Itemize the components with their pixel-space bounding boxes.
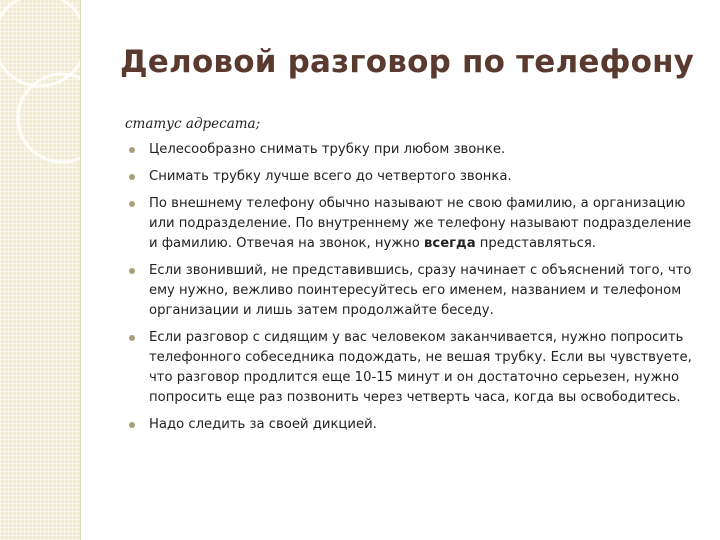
bullet-item — [125, 415, 700, 435]
bullet-icon — [129, 268, 135, 274]
bullet-emphasis: всегда — [424, 236, 476, 251]
bullet-text: По внешнему телефону обычно называют не свою фамилию, а организацию или подразделение. По внутреннему же телефону называют подразделение и фамилию. Отвечая на звонок, нужно — [149, 196, 692, 251]
bullet-item — [125, 167, 700, 187]
bullet-icon — [129, 147, 135, 153]
bullet-text: Надо следить за своей дикцией. — [149, 417, 377, 432]
bullet-text: Снимать трубку лучше всего до четвертого звонка. — [149, 169, 512, 184]
bullet-icon — [129, 174, 135, 180]
decorative-side-strip — [0, 0, 80, 540]
strip-divider — [80, 0, 81, 540]
bullet-text: Целесообразно снимать трубку при любом звонке. — [149, 142, 506, 157]
decorative-circles-icon — [0, 0, 80, 540]
slide-subtitle: статус адресата; — [125, 116, 261, 132]
bullet-text: Если звонивший, не представившись, сразу начинает с объяснений того, что ему нужно, вежливо поинтересуйтесь его именем, названием и телефоном организации и лишь затем продолжайте беседу. — [149, 263, 692, 318]
bullet-icon — [129, 201, 135, 207]
bullet-icon — [129, 422, 135, 428]
bullet-text: Если разговор с сидящим у вас человеком заканчивается, нужно попросить телефонного собеседника подождать, не вешая трубку. Если вы чувствуете, что разговор продлится еще 10-15 минут и он достаточно серьезен, нужно попросить еще раз позвонить через четверть часа, когда вы освободитесь. — [149, 330, 692, 405]
bullet-item — [125, 261, 700, 321]
bullet-item — [125, 140, 700, 160]
bullet-text-after: представляться. — [475, 236, 596, 251]
bullet-item — [125, 194, 700, 254]
bullet-icon — [129, 335, 135, 341]
bullet-list — [125, 140, 700, 442]
slide-title: Деловой разговор по телефону — [120, 44, 695, 80]
bullet-item — [125, 328, 700, 408]
